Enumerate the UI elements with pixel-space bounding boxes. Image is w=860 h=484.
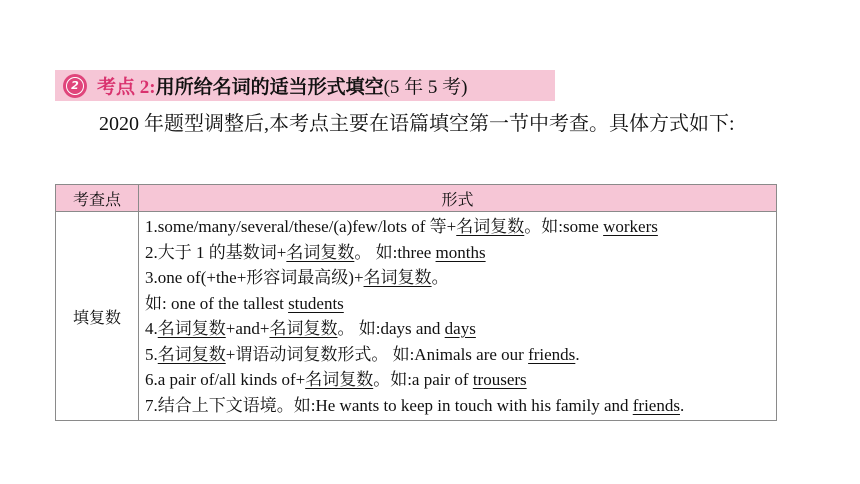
category-cell: 填复数 xyxy=(56,212,139,421)
underlined-answer: 名词复数 xyxy=(157,319,226,338)
rule-line xyxy=(145,214,776,240)
exam-count: (5 年 5 考) xyxy=(383,77,468,98)
underlined-answer: trousers xyxy=(472,370,527,389)
rule-text: 如: one of the tallest xyxy=(145,293,289,313)
underlined-answer: 名词复数 xyxy=(456,217,525,236)
rule-text: 7.结合上下文语境。如:He wants to keep in touch with his family and xyxy=(145,395,633,415)
rule-line xyxy=(145,342,776,368)
rule-text: 4. xyxy=(145,319,158,338)
underlined-answer: workers xyxy=(603,217,658,236)
rule-line xyxy=(145,265,776,291)
rule-text: 5. xyxy=(145,344,158,364)
underlined-answer: 名词复数 xyxy=(157,344,226,364)
rule-text: 。 如:three xyxy=(354,242,436,262)
section-label: 考点 2: xyxy=(97,77,156,98)
header-form: 形式 xyxy=(139,185,777,212)
rule-line xyxy=(145,393,776,419)
underlined-answer: months xyxy=(435,242,486,262)
underlined-answer: 名词复数 xyxy=(269,319,338,338)
rule-text: 。如:some xyxy=(524,217,604,236)
table-header-row xyxy=(56,185,777,212)
intro-paragraph: 2020 年题型调整后,本考点主要在语篇填空第一节中考查。具体方式如下: xyxy=(99,113,735,135)
header-exam-point: 考查点 xyxy=(56,185,139,212)
rule-line xyxy=(145,240,776,266)
rule-text: 。如:a pair of xyxy=(373,370,473,389)
underlined-answer: friends xyxy=(528,344,576,364)
compass-icon xyxy=(63,74,87,98)
underlined-answer: students xyxy=(288,293,344,313)
rule-line xyxy=(145,367,776,393)
underlined-answer: friends xyxy=(632,395,680,415)
rule-text: 。 xyxy=(431,268,449,287)
underlined-answer: days xyxy=(444,319,476,338)
underlined-answer: 名词复数 xyxy=(363,268,432,287)
rule-text: +and+ xyxy=(225,319,270,338)
rule-line xyxy=(145,291,776,317)
underlined-answer: 名词复数 xyxy=(305,370,374,389)
badge-number: 2 xyxy=(66,77,84,95)
rule-text: 3.one of(+the+形容词最高级)+ xyxy=(145,268,364,287)
rule-line xyxy=(145,316,776,342)
section-heading: 用所给名词的适当形式填空 xyxy=(155,77,384,98)
rules-cell xyxy=(139,212,777,421)
rules-table xyxy=(55,184,777,421)
rule-text: . xyxy=(575,344,580,364)
rule-text: 1.some/many/several/these/(a)few/lots of 等+ xyxy=(145,217,457,236)
section-banner xyxy=(55,70,555,101)
rule-text: +谓语动词复数形式。 如:Animals are our xyxy=(225,344,529,364)
rule-text: 。 如:days and xyxy=(337,319,445,338)
rule-text: 2.大于 1 的基数词+ xyxy=(145,242,287,262)
table-row xyxy=(56,212,777,421)
rule-text: . xyxy=(679,395,685,415)
rule-text: 6.a pair of/all kinds of+ xyxy=(145,370,306,389)
underlined-answer: 名词复数 xyxy=(286,242,355,262)
section-title xyxy=(97,72,468,99)
